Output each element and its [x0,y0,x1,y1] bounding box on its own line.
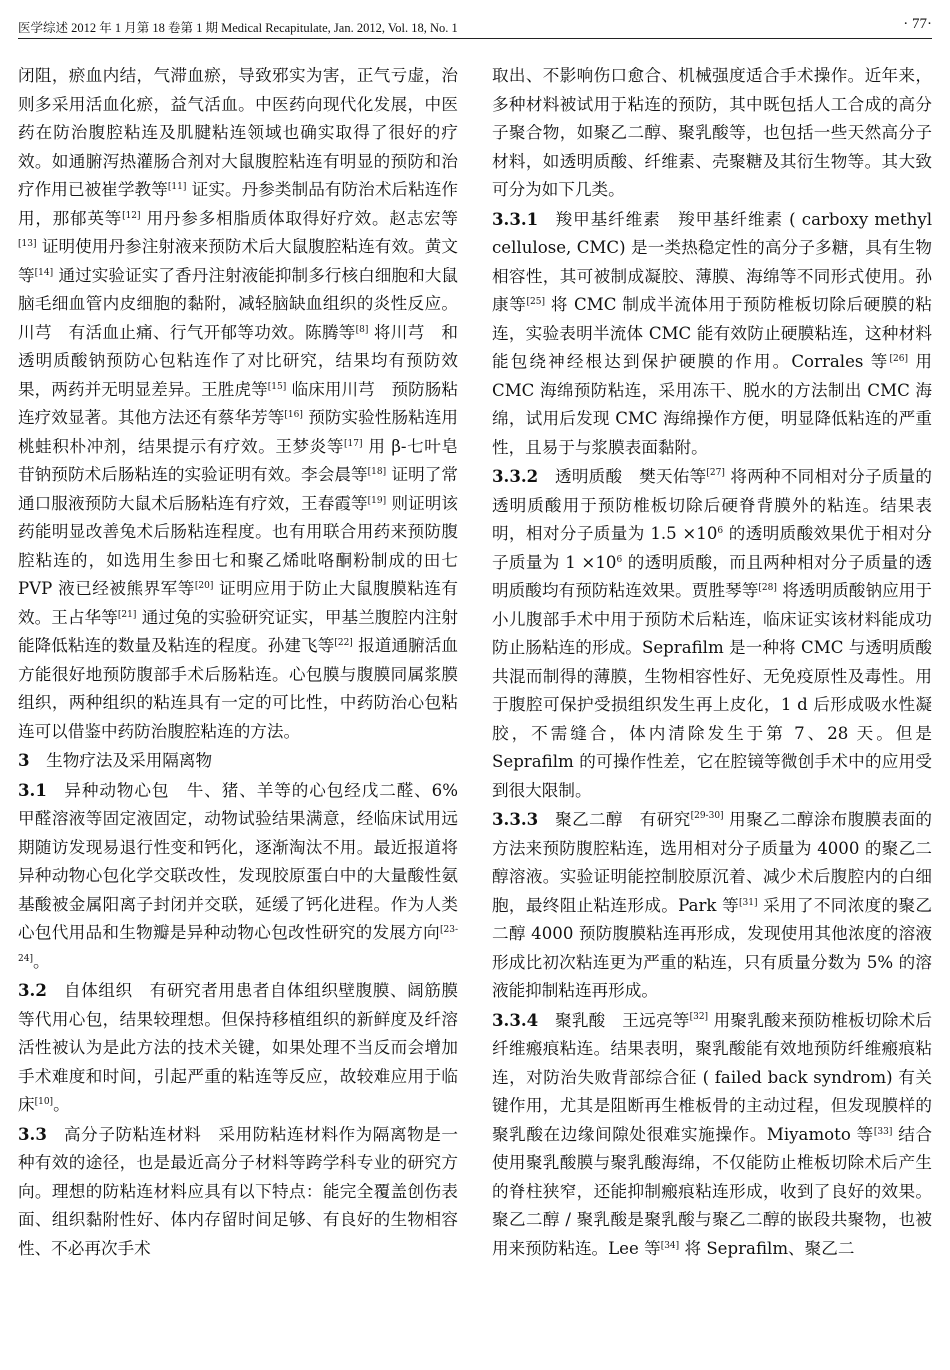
subsection-3-3-3: 3.3.3 聚乙二醇 有研究[29-30] 用聚乙二醇涂布腹膜表面的方法来预防腹腔粘连，选用相对分子质量为 4000 的聚乙二醇溶液。实验证明能控制胶原沉着、减少术后腹腔内的白细胞，最终阻止粘连形成。Park 等[31] 采用了不同浓度的聚乙二醇 4000 预防腹膜粘连再形成，发现使用其他浓度的溶液形成比初次粘连更为严重的粘连，只有质量分数为 5% 的溶液能抑制粘连再形成。 [492,809,933,1000]
citation-ref: [19] [367,495,387,506]
citation-ref: [34] [660,1240,680,1251]
citation-ref: [10] [34,1097,54,1107]
subsection-number: 3.3.4 [492,1009,539,1030]
citation-ref: [33] [873,1126,893,1137]
subsection-3-3: 3.3 高分子防粘连材料 采用防粘连材料作为隔离物是一种有效的途径，也是最近高分子材料等跨学科专业的研究方向。理想的防粘连材料应具有以下特点：能完全覆盖创伤表面、组织黏附性好、体内存留时间足够、有良好的生物相容性、不必再次手术 [18,1123,459,1258]
subsection-title: 高分子防粘连材料 [63,1124,202,1144]
paragraph-continuation: 取出、不影响伤口愈合、机械强度适合手术操作。近年来，多种材料被试用于粘连的预防，其中既包括人工合成的高分子聚合物，如聚乙二醇、聚乳酸等，也包括一些天然高分子材料，如透明质酸、纤维素、壳聚糖及其衍生物等。其大致可分为如下几类。 [492,66,932,199]
subsection-number: 3.3.1 [492,208,539,229]
subsection-3-3-2: 3.3.2 透明质酸 樊天佑等[27] 将两种不同相对分子质量的透明质酸用于预防椎板切除后硬脊背膜外的粘连。结果表明，相对分子质量为 $1.5 \times 10^6$ 的透明质酸效果优于相对分子质量为 $1 \times 10^6$ 的透明质酸，而且两种相对分子质量的透明质酸均有预防粘连效果。贾胜琴等[28] 将透明质酸钠应用于小儿腹部手术中用于预防术后粘连，临床证实该材料能成功防止肠粘连的形成。Seprafilm 是一种将 CMC 与透明质酸共混而制得的薄膜，生物相容性好、无免疫原性及毒性。用于腹腔可保护受损组织发生再上皮化，1 d 后形成吸水性凝胶，不需缝合，体内清除发生于第 7、28 天。但是 Seprafilm 的可操作性差，它在腔镜等微创手术中的应用受到很大限制。 [492,466,933,800]
citation-ref: [18] [367,467,387,477]
citation-ref: [22] [334,638,353,648]
citation-ref: [26] [889,354,908,364]
citation-ref: [31] [739,897,758,908]
citation-ref: [27] [706,468,725,478]
citation-ref: [17] [344,438,363,449]
subsection-title: 异种动物心包 [63,780,170,800]
subsection-3-1: 3.1 异种动物心包 牛、猪、羊等的心包经戊二醛、6% 甲醛溶液等固定液固定，动物试验结果满意，经临床试用远期随访发现易退行性变和钙化，逐渐淘汰不用。最近报道将异种动物心包化学交联改性，发现胶原蛋白中的大量酸性氨基酸被金属阳离子封闭并交联，延缓了钙化进程。作为人类心包代用品和生物瓣是异种动物心包改性研究的发展方向[23-24]。 [18,779,458,971]
citation-ref: [23-24] [18,925,458,964]
subsection-3-2: 3.2 自体组织 有研究者用患者自体组织壁腹膜、阔筋膜等代用心包，结果较理想。但保持移植组织的新鲜度及纤溶活性被认为是此方法的技术关键，如果处理不当反而会增加手术难度和时间，引起严重的粘连等反应，故较难应用于临床[10]。 [18,980,459,1114]
citation-ref: [28] [758,583,777,593]
citation-ref: [20] [194,581,214,591]
section-heading-3: 3 生物疗法及采用隔离物 [18,750,213,770]
citation-ref: [21] [117,609,137,620]
subsection-title: 透明质酸 [554,467,623,486]
subsection-title: 羧甲基纤维素 [554,209,661,229]
subsection-number: 3.2 [18,980,47,1000]
citation-ref: [14] [34,267,54,278]
citation-ref: [32] [689,1011,709,1022]
subsection-number: 3.1 [18,779,47,800]
citation-ref: [8] [355,324,369,335]
exponent: 6 [616,554,623,565]
exponent: 6 [717,526,724,536]
subsection-title: 自体组织 [63,981,133,1000]
journal-citation-line: 医学综述 2012 年 1 月第 18 卷第 1 期 Medical Recapitulate, Jan. 2012, Vol. 18, No. 1 [18,21,458,35]
citation-ref: [16] [284,410,303,420]
citation-ref: [29-30] [690,811,724,821]
subsection-number: 3.3 [18,1123,47,1144]
subsection-title: 聚乳酸 [554,1010,606,1030]
paragraph-tcm-adhesion: 闭阻，瘀血内结，气滞血瘀，导致邪实为害，正气亏虚，治则多采用活血化瘀，益气活血。中医药向现代化发展，中医药在防治腹腔粘连及肌腱粘连领域也确实取得了很好的疗效。如通腑泻热灌肠合剂对大鼠腹腔粘连有明显的预防和治疗作用已被崔学教等[11] 证实。丹参类制品有防治术后粘连作用，那郁英等[12] 用丹参多相脂质体取得好疗效。赵志宏等[13] 证明使用丹参注射液来预防术后大鼠腹腔粘连有效。黄文等[14] 通过实验证实了香丹注射液能抑制多行核白细胞和大鼠脑毛细血管内皮细胞的黏附，减轻脑缺血组织的炎性反应。川芎 有活血止痛、行气开郁等功效。陈腾等[8] 将川芎 和透明质酸钠预防心包粘连作了对比研究，结果均有预防效果，两药并无明显差异。王胜虎等[15] 临床用川芎 预防肠粘连疗效显著。其他方法还有蔡华芳等[16] 预防实验性肠粘连用桃蛙积朴冲剂，结果提示有疗效。王梦炎等[17] 用 β-七叶皂苷钠预防术后肠粘连的实验证明有效。李会晨等[18] 证明了常通口服液预防大鼠术后肠粘连有疗效，王春霞等[19] 则证明该药能明显改善兔术后肠粘连程度。也有用联合用药来预防腹腔粘连的，如选用生参田七和聚乙烯吡咯酮粉制成的田七 PVP 液已经被熊界军等[20] 证明应用于防止大鼠腹膜粘连有效。王占华等[21] 通过兔的实验研究证实，甲基兰腹腔内注射能降低粘连的数量及粘连的程度。孙建飞等[22] 报道通腑活血方能很好地预防腹部手术后肠粘连。心包膜与腹膜同属浆膜组织，两种组织的粘连具有一定的可比性，中药防治心包粘连可以借鉴中药防治腹腔粘连的方法。 [18,66,459,741]
subsection-number: 3.3.2 [492,466,539,486]
subsection-title: 聚乙二醇 [554,810,623,829]
citation-ref: [13] [18,239,37,249]
citation-ref: [15] [267,381,287,392]
subsection-number: 3.3.3 [492,809,539,829]
citation-ref: [25] [526,297,545,307]
citation-ref: [12] [122,210,141,221]
subsection-3-3-1: 3.3.1 羧甲基纤维素 羧甲基纤维素 ( carboxy methyl cellulose, CMC) 是一类热稳定性的高分子多糖，具有生物相容性，其可被制成凝胶、薄膜、海绵等不同形式使用。孙康等[25] 将 CMC 制成半流体用于预防椎板切除后硬膜的粘连，实验表明半流体 CMC 能有效防止硬膜粘连，这种材料能包绕神经根达到保护硬膜的作用。Corrales 等[26] 用 CMC 海绵预防粘连，采用冻干、脱水的方法制出 CMC 海绵，试用后发现 CMC 海绵操作方便，明显降低粘连的严重性，且易于与浆膜表面黏附。 [492,208,933,457]
citation-ref: [11] [167,182,187,192]
page-number: · 77· [903,16,932,32]
subsection-3-3-4: 3.3.4 聚乳酸 王远亮等[32] 用聚乳酸来预防椎板切除术后纤维瘢痕粘连。结果表明，聚乳酸能有效地预防纤维瘢痕粘连，对防治失败背部综合征 ( failed back syndrom) 有关键作用，尤其是阻断再生椎板骨的主动过程，但发现膜样的聚乳酸在边缘间隙处很难实施操作。Miyamoto 等[33] 结合使用聚乳酸膜与聚乳酸海绵，不仅能防止椎板切除术后产生的脊柱狭窄，还能抑制瘢痕粘连形成，收到了良好的效果。聚乙二醇 / 聚乳酸是聚乳酸与聚乙二醇的嵌段共聚物，也被用来预防粘连。Lee 等[34] 将 Seprafilm、聚乙二 [492,1009,933,1258]
right-column [492,62,932,1263]
running-header [18,16,932,39]
left-column [18,62,458,1263]
